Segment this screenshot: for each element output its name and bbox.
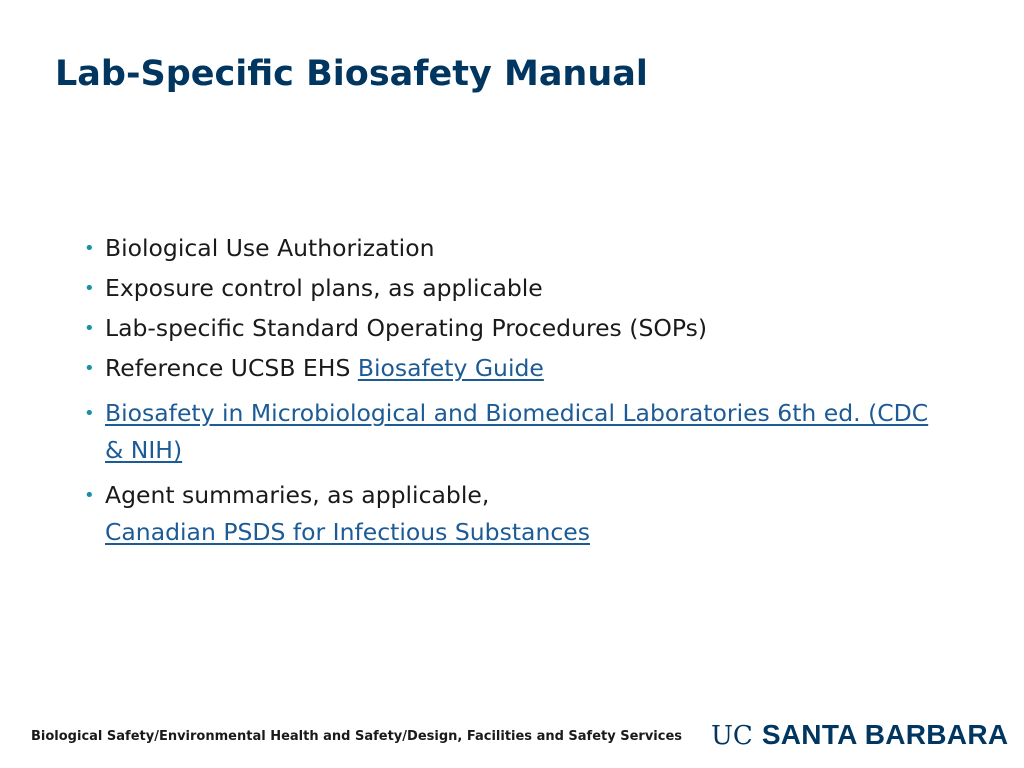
list-item <box>84 230 934 267</box>
bullet-icon: • <box>84 278 95 299</box>
bullet-text: Exposure control plans, as applicable <box>105 274 543 302</box>
biosafety-guide-link[interactable]: Biosafety Guide <box>357 354 544 382</box>
bullet-icon: • <box>84 485 95 506</box>
list-item <box>84 310 934 347</box>
bullet-icon: • <box>84 358 95 379</box>
slide-title: Lab-Specific Biosafety Manual <box>55 54 648 94</box>
list-item <box>84 350 934 387</box>
bmbl-link[interactable]: Biosafety in Microbiological and Biomedical Laboratories 6th ed. (CDC & NIH) <box>105 399 929 464</box>
bullet-list <box>84 230 934 554</box>
bullet-text: Lab-specific Standard Operating Procedures (SOPs) <box>105 314 708 342</box>
bullet-icon: • <box>84 318 95 339</box>
bullet-icon: • <box>84 403 95 424</box>
list-item <box>84 395 934 469</box>
bullet-icon: • <box>84 238 95 259</box>
footer-department: Biological Safety/Environmental Health and Safety/Design, Facilities and Safety Services <box>31 729 683 744</box>
list-item <box>84 270 934 307</box>
logo-name: SANTA BARBARA <box>761 719 1009 750</box>
canadian-psds-link[interactable]: Canadian PSDS for Infectious Substances <box>105 518 590 546</box>
bullet-text: Biological Use Authorization <box>105 234 435 262</box>
list-item <box>84 477 934 551</box>
ucsb-logo <box>711 718 1008 752</box>
bullet-text: Agent summaries, as applicable, <box>105 481 490 509</box>
logo-uc: UC <box>711 721 753 751</box>
bullet-text: Reference UCSB EHS <box>105 354 358 382</box>
